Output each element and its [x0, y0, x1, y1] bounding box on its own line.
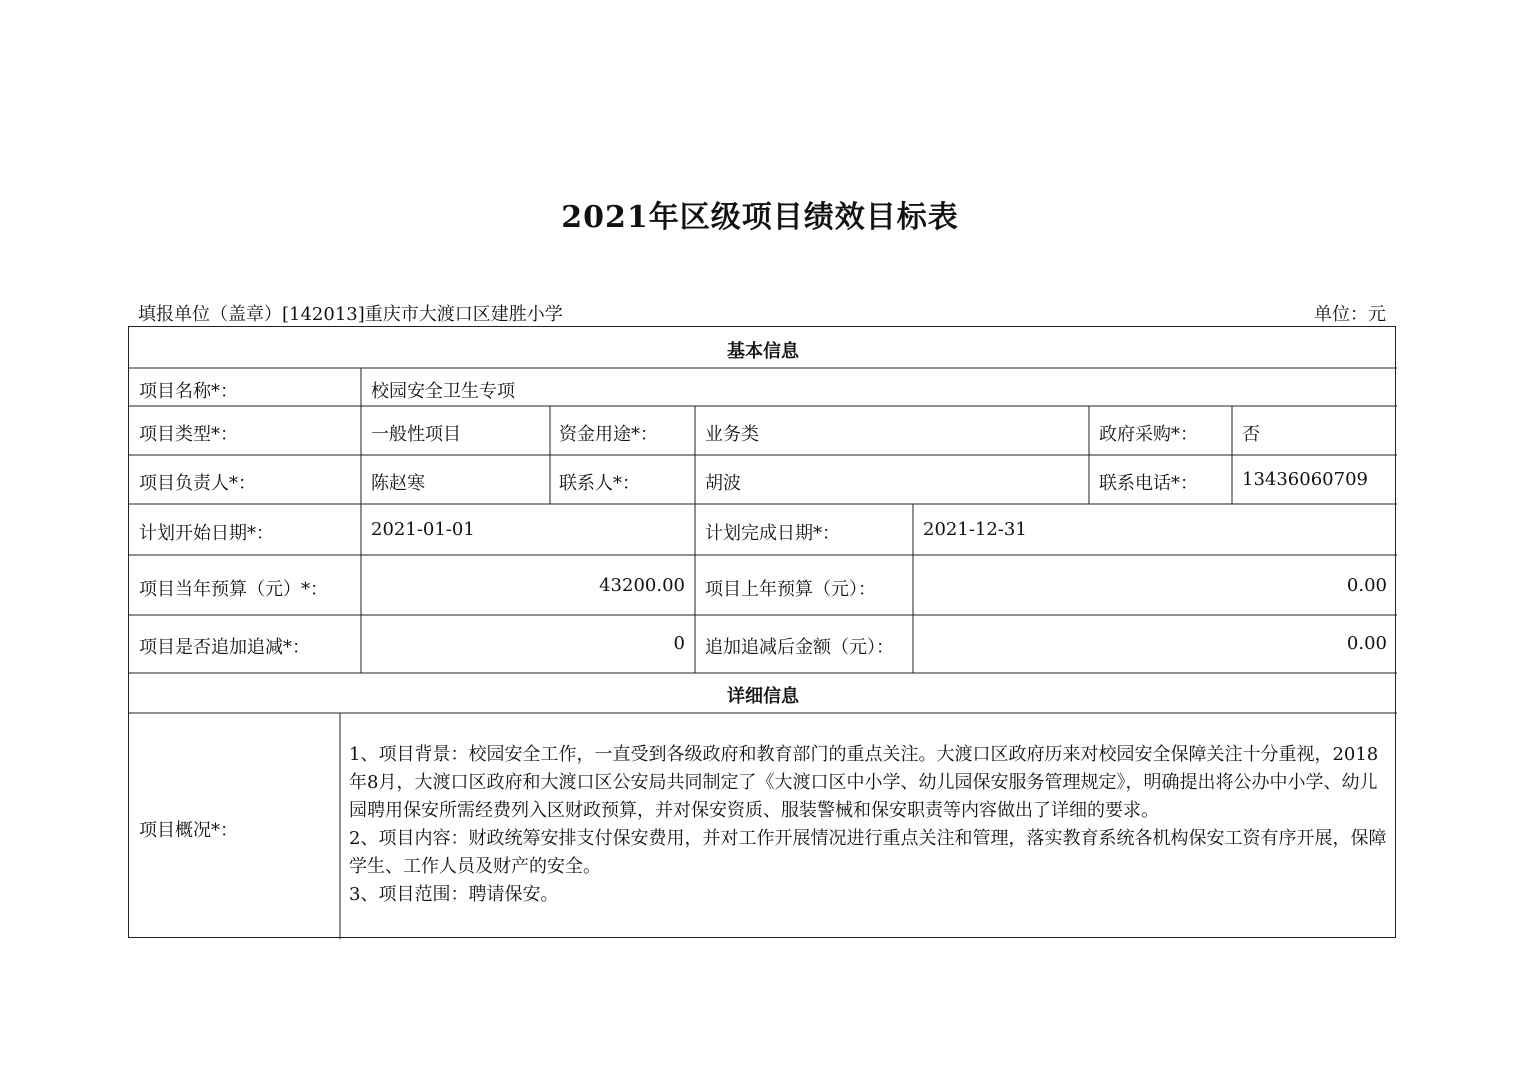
- filing-unit: 填报单位（盖章）[142013]重庆市大渡口区建胜小学: [138, 304, 563, 325]
- project-name-label: 项目名称*：: [139, 381, 238, 402]
- prev-budget-label: 项目上年预算（元）：: [705, 579, 876, 600]
- budget-value: 43200.00: [599, 575, 685, 596]
- performance-table: [128, 326, 1396, 938]
- overview-paragraph-content: 2、项目内容：财政统筹安排支付保安费用，并对工作开展情况进行重点关注和管理，落实教育系统各机构保安工资有序开展，保障学生、工作人员及财产的安全。: [349, 828, 1387, 877]
- leader-label: 项目负责人*：: [139, 473, 256, 494]
- project-type-value: 一般性项目: [371, 424, 461, 445]
- end-date-value: 2021-12-31: [923, 519, 1027, 540]
- prev-budget-value: 0.00: [1346, 575, 1387, 596]
- overview-paragraph-background: 1、项目背景：校园安全工作，一直受到各级政府和教育部门的重点关注。大渡口区政府历来对校园安全保障关注十分重视，2018年8月，大渡口区政府和大渡口区公安局共同制定了《大渡口区中小学、幼儿园保安服务管理规定》，明确提出将公办中小学、幼儿园聘用保安所需经费列入区财政预算，并对保安资质、服装警械和保安职责等内容做出了详细的要求。: [349, 744, 1379, 821]
- gov-purchase-value: 否: [1242, 424, 1260, 445]
- gov-purchase-label: 政府采购*：: [1099, 424, 1198, 445]
- adjusted-amount-label: 追加追减后金额（元）：: [705, 637, 894, 658]
- phone-label: 联系电话*：: [1099, 473, 1198, 494]
- adjust-label: 项目是否追加追减*：: [139, 637, 310, 658]
- fund-use-value: 业务类: [705, 424, 759, 445]
- page-title: 2021年区级项目绩效目标表: [561, 200, 959, 235]
- start-date-label: 计划开始日期*：: [139, 523, 274, 544]
- project-type-label: 项目类型*：: [139, 424, 238, 445]
- adjust-value: 0: [673, 633, 685, 654]
- fund-use-label: 资金用途*：: [559, 424, 658, 445]
- contact-value: 胡波: [705, 473, 741, 494]
- detail-info-header: 详细信息: [727, 686, 799, 707]
- overview-label: 项目概况*：: [139, 820, 238, 841]
- overview-text: [349, 741, 1387, 909]
- basic-info-header: 基本信息: [727, 341, 799, 362]
- overview-paragraph-scope: 3、项目范围：聘请保安。: [349, 884, 559, 905]
- contact-label: 联系人*：: [559, 473, 640, 494]
- end-date-label: 计划完成日期*：: [705, 523, 840, 544]
- start-date-value: 2021-01-01: [371, 519, 475, 540]
- leader-value: 陈赵寒: [371, 473, 425, 494]
- adjusted-amount-value: 0.00: [1346, 633, 1387, 654]
- project-name-value: 校园安全卫生专项: [371, 381, 515, 402]
- phone-value: 13436060709: [1242, 469, 1368, 490]
- currency-unit: 单位：元: [1314, 304, 1386, 325]
- budget-label: 项目当年预算（元）*：: [139, 579, 328, 600]
